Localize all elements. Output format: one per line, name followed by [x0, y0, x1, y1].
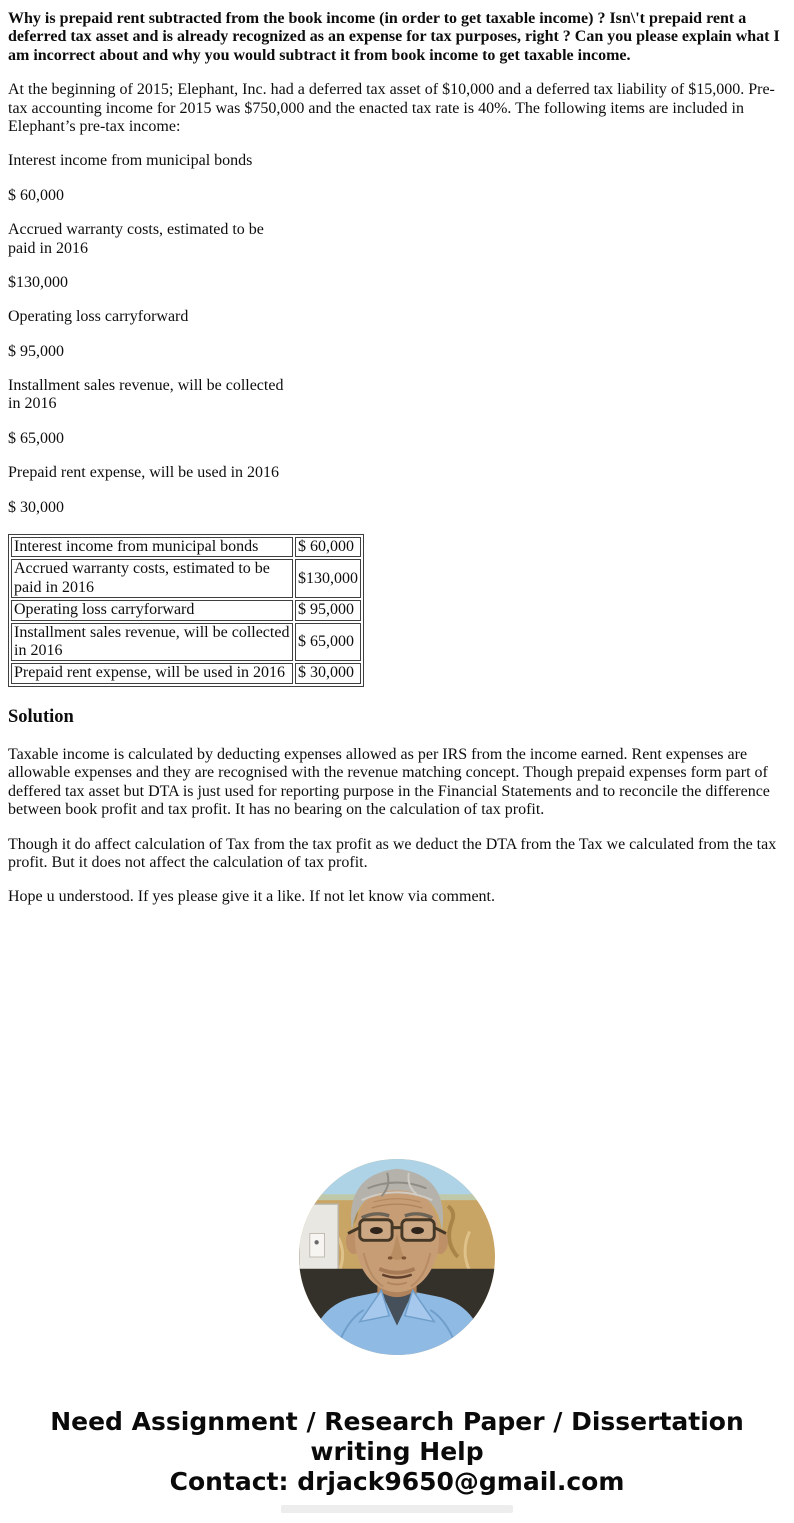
solution-paragraph: Though it do affect calculation of Tax from the tax profit as we deduct the DTA from the Tax we calculated from the tax profit. But it does not affect the calculation of tax profit.: [8, 835, 777, 871]
item-label: Prepaid rent expense, will be used in 2016: [8, 464, 280, 482]
table-row: [11, 623, 361, 662]
item-amount: $ 60,000: [8, 186, 64, 204]
item-label: Installment sales revenue, will be collected in 2016: [8, 377, 284, 413]
item-amount: $130,000: [8, 273, 68, 291]
table-cell-label: Installment sales revenue, will be collected in 2016: [11, 623, 293, 662]
advert-footer: [32, 1407, 762, 1513]
item-label: Interest income from municipal bonds: [8, 152, 253, 170]
item-label: Accrued warranty costs, estimated to be paid in 2016: [8, 221, 264, 257]
item-amount: $ 95,000: [8, 342, 64, 360]
table-cell-amount: $ 30,000: [295, 663, 361, 683]
item-amount: $ 30,000: [8, 498, 64, 516]
table-cell-label: Accrued warranty costs, estimated to be paid in 2016: [11, 559, 293, 598]
person-portrait-image: [299, 1159, 495, 1355]
question-text: Why is prepaid rent subtracted from the book income (in order to get taxable income) ? Isn\'t prepaid rent a deferred tax asset and is already recognized as an expense for tax purposes, right ? Can you please explain what I am incorrect about and why you would subtract it from book income to get taxable income.: [8, 10, 780, 64]
pretax-income-table: [8, 534, 364, 687]
footer-help-text: Need Assignment / Research Paper / Dissertation writing Help: [50, 1406, 744, 1466]
table-cell-amount: $130,000: [295, 559, 361, 598]
table-cell-label: Operating loss carryforward: [11, 600, 293, 620]
blank-space: [8, 923, 786, 1159]
footer-contact-text: Contact: drjack9650@gmail.com: [169, 1466, 625, 1496]
tutor-avatar-photo: [8, 1159, 786, 1355]
item-amount: $ 65,000: [8, 429, 64, 447]
table-cell-amount: $ 60,000: [295, 537, 361, 557]
table-cell-label: Prepaid rent expense, will be used in 2016: [11, 663, 293, 683]
solution-paragraph: Hope u understood. If yes please give it a like. If not let know via comment.: [8, 888, 495, 906]
intro-paragraph: At the beginning of 2015; Elephant, Inc. had a deferred tax asset of $10,000 and a deferred tax liability of $15,000. Pre-tax accounting income for 2015 was $750,000 and the enacted tax rate is 40%. The following items are included in Elephant’s pre-tax income:: [8, 81, 775, 135]
table-cell-amount: $ 65,000: [295, 623, 361, 662]
solution-heading: Solution: [8, 706, 74, 727]
item-label: Operating loss carryforward: [8, 308, 189, 326]
watermark-bar: [281, 1505, 513, 1513]
table-row: [11, 559, 361, 598]
pretax-items-list: [8, 152, 786, 517]
solution-paragraph: Taxable income is calculated by deducting expenses allowed as per IRS from the income earned. Rent expenses are allowable expenses and they are recognised with the revenue matching concept. Though prepaid expenses form part of deffered tax asset but DTA is just used for reporting purpose in the Financial Statements and to reconcile the difference between book profit and tax profit. It has no bearing on the calculation of tax profit.: [8, 746, 770, 819]
table-cell-amount: $ 95,000: [295, 600, 361, 620]
table-row: [11, 537, 361, 557]
table-cell-label: Interest income from municipal bonds: [11, 537, 293, 557]
table-row: [11, 663, 361, 683]
table-row: [11, 600, 361, 620]
